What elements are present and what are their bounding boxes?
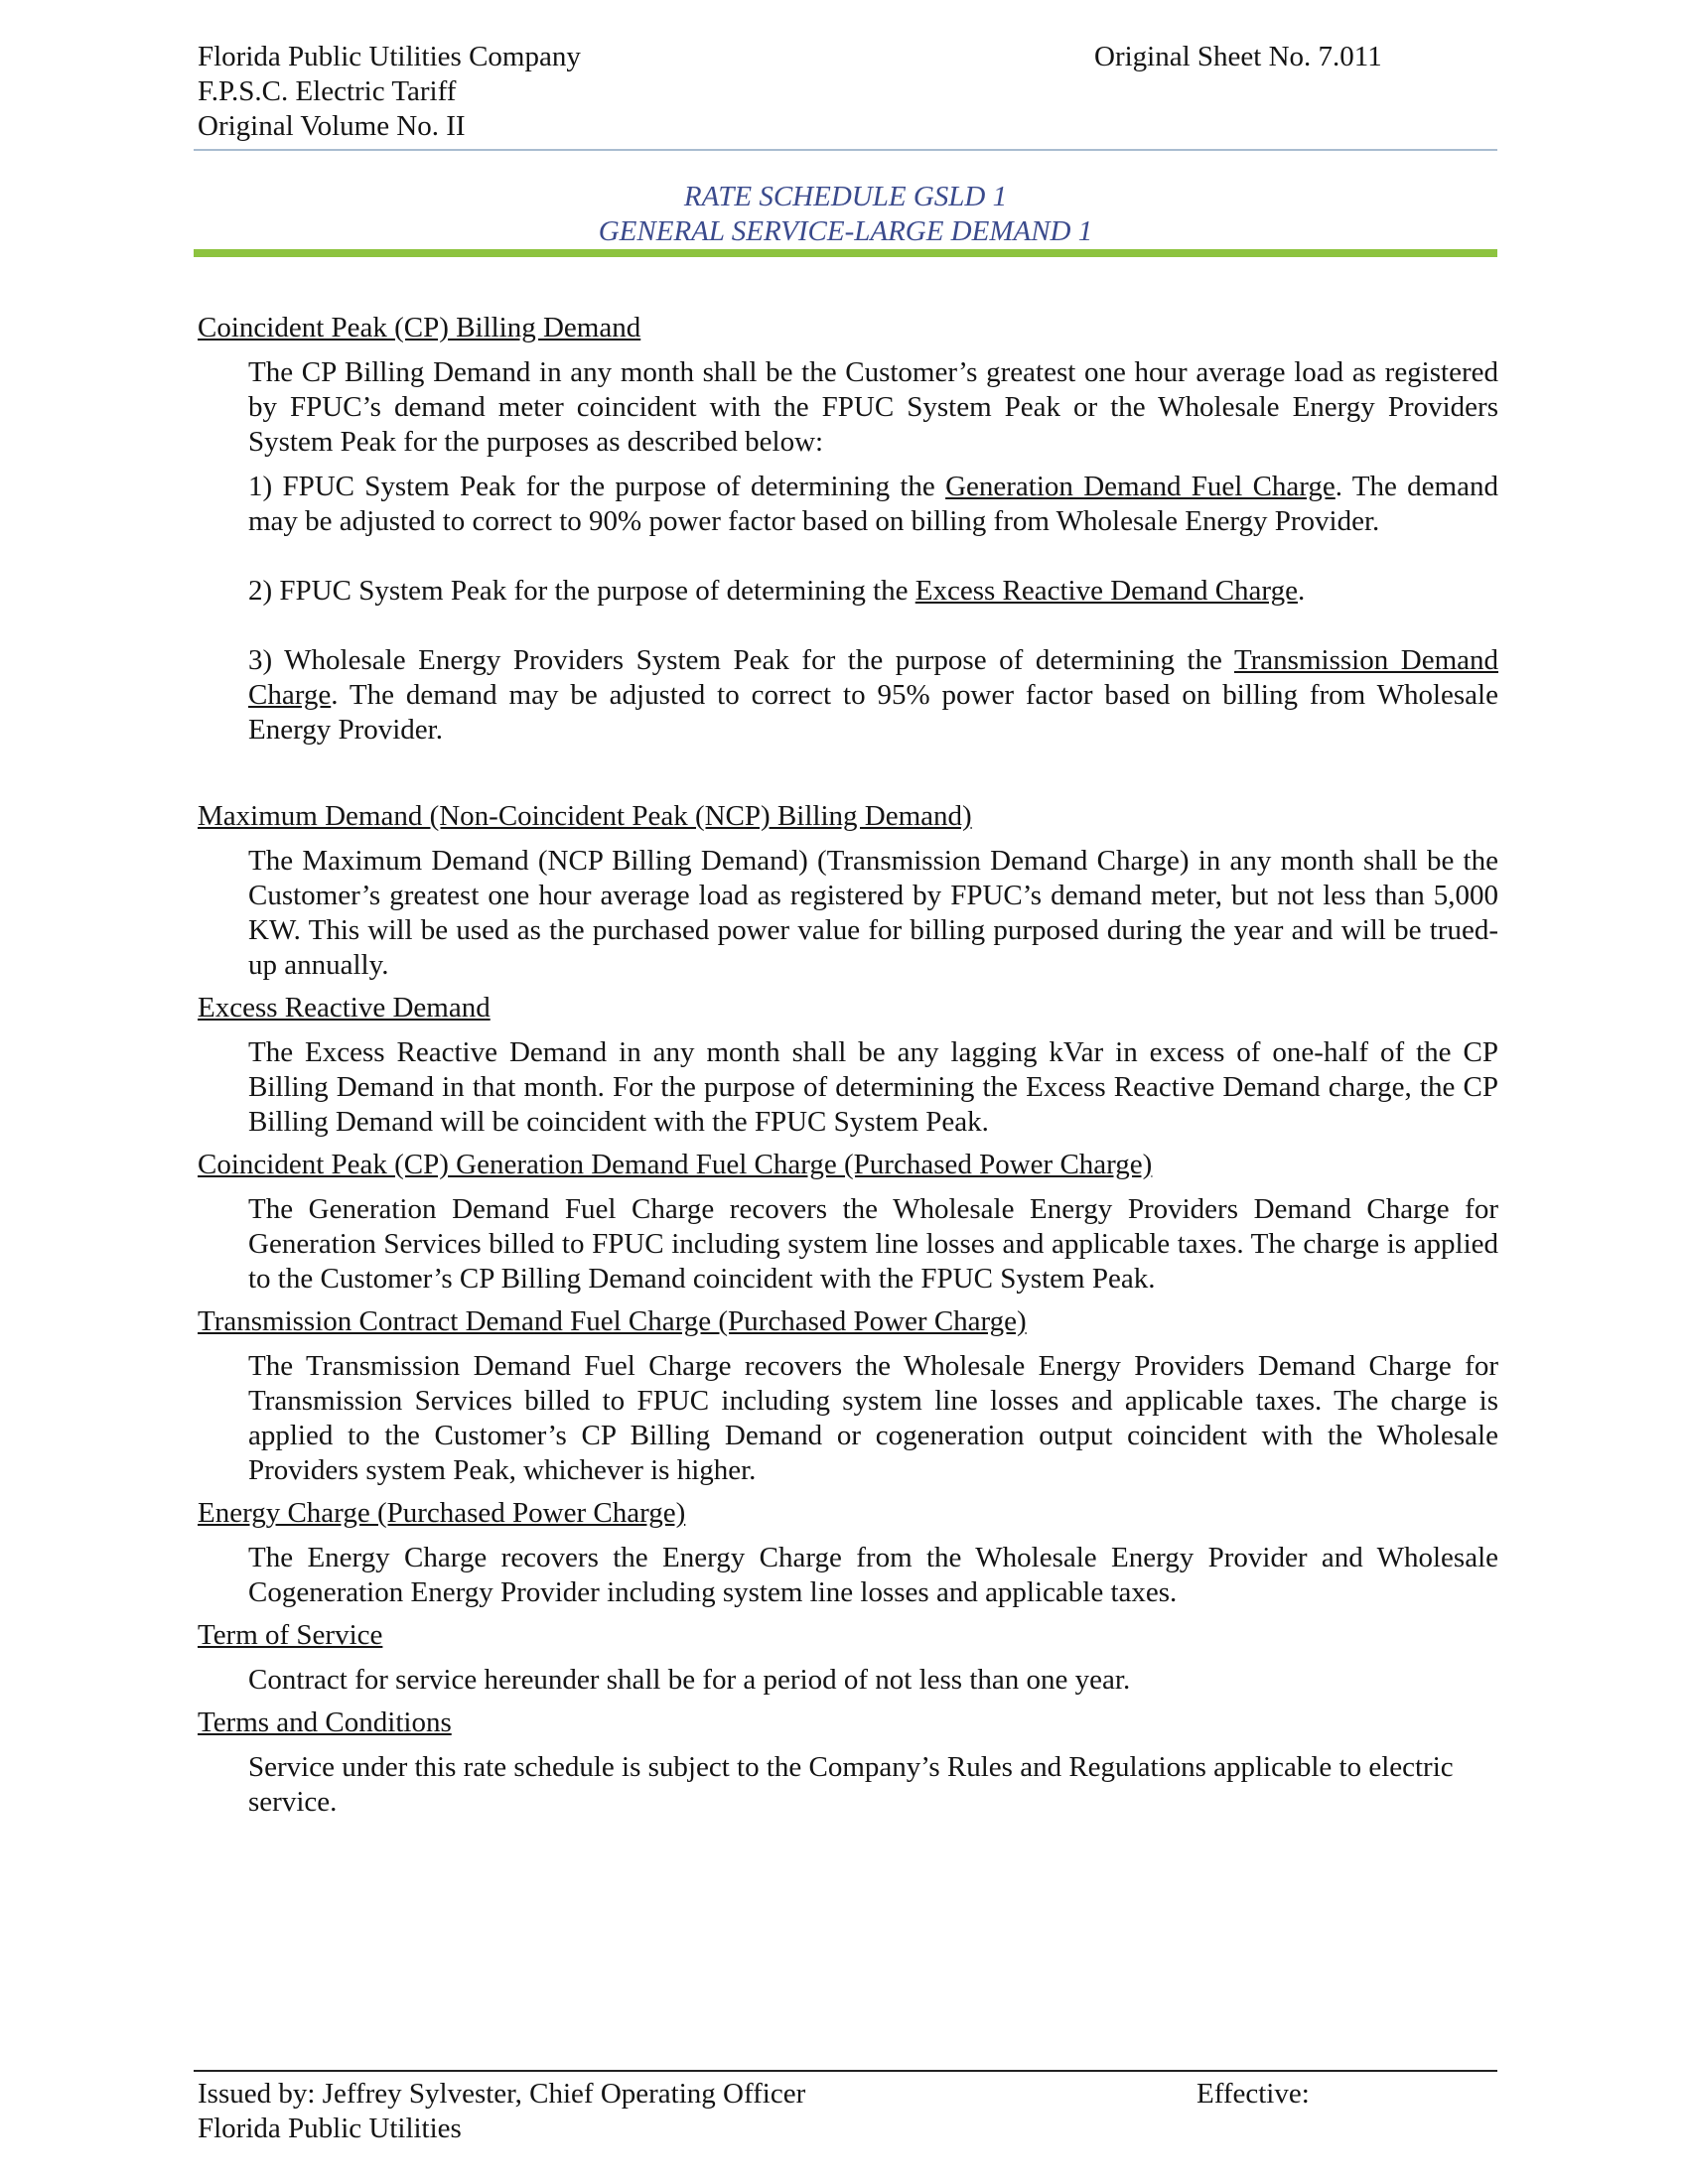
company-name: Florida Public Utilities Company	[198, 41, 581, 72]
issuer-organization: Florida Public Utilities	[198, 2113, 462, 2144]
section-paragraph: Contract for service hereunder shall be for a period of not less than one year.	[248, 1664, 1131, 1696]
header-divider	[194, 149, 1497, 151]
section-heading: Coincident Peak (CP) Billing Demand	[198, 312, 641, 343]
item-text: 2) FPUC System Peak for the purpose of determining the	[248, 575, 915, 607]
title-line-1: RATE SCHEDULE GSLD 1	[683, 181, 1008, 212]
section-terms-and-conditions	[198, 1706, 1498, 1820]
section-paragraph: The CP Billing Demand in any month shall be the Customer’s greatest one hour average load as registered by FPUC’s demand meter coincident with the FPUC System Peak or the Wholesale Energy Providers System Peak for the purposes as described below:	[248, 356, 1498, 458]
header-left	[198, 40, 581, 144]
footer-left	[198, 2077, 805, 2146]
section-heading: Coincident Peak (CP) Generation Demand Fuel Charge (Purchased Power Charge)	[198, 1149, 1153, 1180]
sheet-number: Original Sheet No. 7.011	[1094, 41, 1382, 72]
list-item-2	[248, 574, 1498, 609]
item-text: 3) Wholesale Energy Providers System Peak for the purpose of determining the	[248, 644, 1234, 676]
issued-by: Issued by: Jeffrey Sylvester, Chief Operating Officer	[198, 2078, 806, 2110]
section-transmission-demand-fuel-charge	[198, 1304, 1498, 1488]
generation-demand-fuel-charge-term: Generation Demand Fuel Charge	[945, 471, 1336, 502]
title-line-2: GENERAL SERVICE-LARGE DEMAND 1	[598, 215, 1093, 247]
list-item-3	[248, 643, 1498, 748]
item-text: . The demand may be adjusted to correct to 95% power factor based on billing from Wholesale Energy Provider.	[248, 679, 1498, 746]
section-paragraph: The Generation Demand Fuel Charge recovers the Wholesale Energy Providers Demand Charge for Generation Services billed to FPUC including system line losses and applicable taxes. The charge is applied to the Customer’s CP Billing Demand coincident with the FPUC System Peak.	[248, 1193, 1498, 1295]
section-excess-reactive-demand	[198, 991, 1498, 1140]
section-heading: Transmission Contract Demand Fuel Charge (Purchased Power Charge)	[198, 1305, 1027, 1337]
section-heading: Excess Reactive Demand	[198, 992, 491, 1024]
item-text: .	[1297, 575, 1306, 607]
section-heading: Energy Charge (Purchased Power Charge)	[198, 1497, 686, 1529]
section-generation-demand-fuel-charge	[198, 1148, 1498, 1297]
section-energy-charge	[198, 1496, 1498, 1610]
tariff-name: F.P.S.C. Electric Tariff	[198, 75, 457, 107]
section-heading: Terms and Conditions	[198, 1706, 452, 1738]
excess-reactive-demand-charge-term: Excess Reactive Demand Charge	[914, 575, 1298, 607]
section-maximum-demand	[198, 799, 1498, 983]
list-item-1	[248, 470, 1498, 539]
document-body	[198, 311, 1498, 1820]
section-term-of-service	[198, 1618, 1498, 1698]
title-divider	[194, 249, 1497, 257]
section-paragraph: The Energy Charge recovers the Energy Charge from the Wholesale Energy Provider and Wholesale Cogeneration Energy Provider including system line losses and applicable taxes.	[248, 1542, 1498, 1608]
section-paragraph: The Excess Reactive Demand in any month shall be any lagging kVar in excess of one-half of the CP Billing Demand in that month. For the purpose of determining the Excess Reactive Demand charge, the CP Billing Demand will be coincident with the FPUC System Peak.	[248, 1036, 1498, 1138]
item-text: . The demand may be adjusted to correct to 90% power factor based on billing from Wholesale Energy Provider.	[248, 471, 1498, 537]
effective-date-label: Effective:	[1196, 2078, 1310, 2110]
section-heading: Maximum Demand (Non-Coincident Peak (NCP) Billing Demand)	[198, 800, 972, 832]
section-cp-billing-demand	[198, 311, 1498, 748]
section-paragraph: The Transmission Demand Fuel Charge recovers the Wholesale Energy Providers Demand Charge for Transmission Services billed to FPUC including system line losses and applicable taxes. The charge is applied to the Customer’s CP Billing Demand or cogeneration output coincident with the Wholesale Providers system Peak, whichever is higher.	[248, 1350, 1498, 1486]
section-paragraph: Service under this rate schedule is subject to the Company’s Rules and Regulations applicable to electric service.	[248, 1751, 1454, 1818]
rate-schedule-title	[194, 180, 1497, 249]
transmission-demand-charge-term: Transmission Demand Charge	[248, 644, 1498, 711]
section-paragraph: The Maximum Demand (NCP Billing Demand) (Transmission Demand Charge) in any month shall be the Customer’s greatest one hour average load as registered by FPUC’s demand meter, but not less than 5,000 KW. This will be used as the purchased power value for billing purposed during the year and will be trued-up annually.	[248, 845, 1498, 981]
footer-divider	[194, 2070, 1497, 2072]
item-text: 1) FPUC System Peak for the purpose of determining the	[248, 471, 946, 502]
volume-number: Original Volume No. II	[198, 110, 466, 142]
section-heading: Term of Service	[198, 1619, 383, 1651]
